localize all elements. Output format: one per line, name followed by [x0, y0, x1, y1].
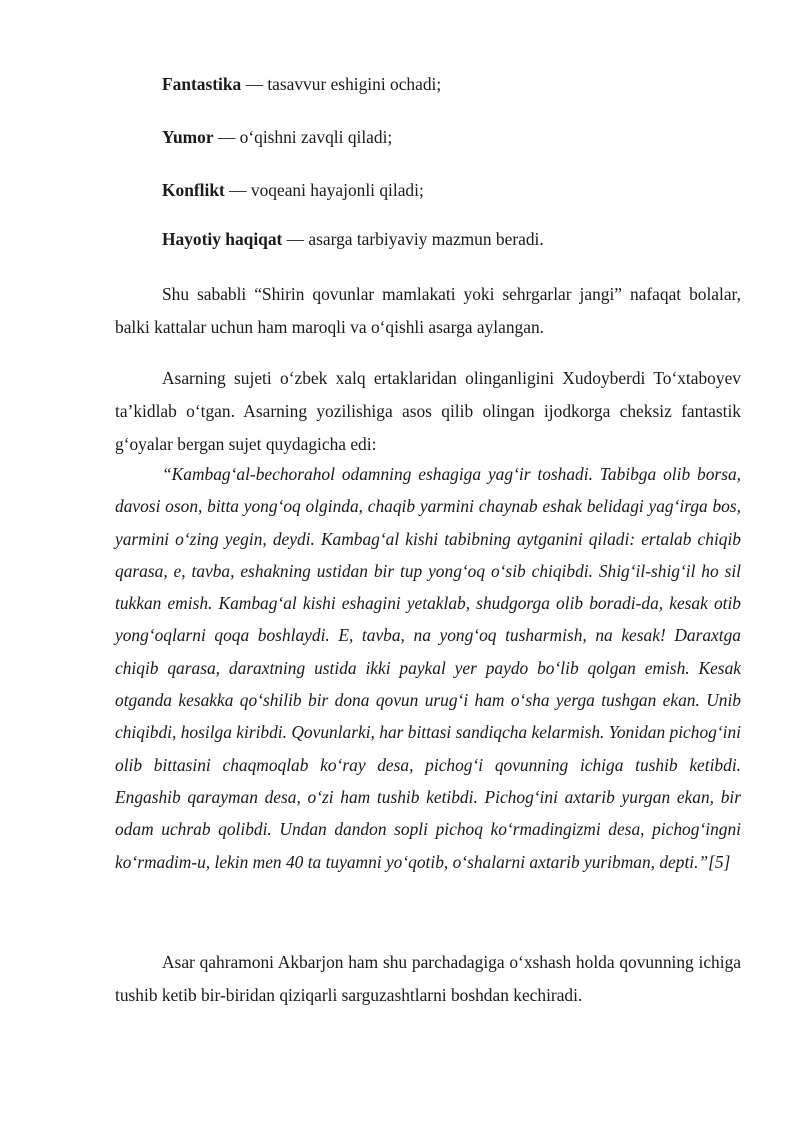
term-label: Yumor [162, 127, 214, 147]
summary-paragraph: Shu sababli “Shirin qovunlar mamlakati yoki sehrgarlar jangi” nafaqat bolalar, balki kattalar uchun ham maroqli va o‘qishli asarga aylangan. [115, 284, 741, 337]
term-label: Fantastika [162, 74, 242, 94]
term-label: Konflikt [162, 180, 225, 200]
source-paragraph: Asarning sujeti o‘zbek xalq ertaklaridan olinganligini Xudoyberdi To‘xtaboyev ta’kidlab o‘tgan. Asarning yozilishiga asos qilib olingan ijodkorga cheksiz fantastik g‘oyalar bergan sujet quydagicha edi: [115, 368, 741, 454]
term-description: — asarga tarbiyaviy mazmun beradi. [282, 229, 544, 249]
list-item-hayotiy-haqiqat [162, 229, 544, 250]
term-description: — tasavvur eshigini ochadi; [241, 74, 442, 94]
term-label: Hayotiy haqiqat [162, 229, 283, 249]
list-item-fantastika [162, 74, 441, 95]
term-description: — o‘qishni zavqli qiladi; [213, 127, 393, 147]
list-item-yumor [162, 127, 392, 148]
list-item-konflikt [162, 180, 424, 201]
conclusion-paragraph: Asar qahramoni Akbarjon ham shu parchadagiga o‘xshash holda qovunning ichiga tushib ketib bir-biridan qiziqarli sarguzashtlarni boshdan kechiradi. [115, 952, 741, 1005]
folk-tale-quote: “Kambag‘al-bechorahol odamning eshagiga yag‘ir toshadi. Tabibga olib borsa, davosi oson, bitta yong‘oq olginda, chaqib yarmini chaynab eshak belidagi yag‘irga bos, yarmini o‘zing yegin, deydi. Kambag‘al kishi tabibning aytganini qiladi: ertalab chiqib qarasa, e, tavba, eshakning ustidan bir tup yong‘oq o‘sib chiqibdi. Shig‘il-shig‘il ho sil tukkan emish. Kambag‘al kishi eshagini yetaklab, shudgorga olib boradi-da, kesak otib yong‘oqlarni qoqa boshlaydi. E, tavba, na yong‘oq tusharmish, na kesak! Daraxtga chiqib qarasa, daraxtning ustida ikki paykal yer paydo bo‘lib qolgan emish. Kesak otganda kesakka qo‘shilib bir dona qovun urug‘i ham o‘sha yerga tushgan ekan. Unib chiqibdi, hosilga kiribdi. Qovunlarki, har bittasi sandiqcha kelarmish. Yonidan pichog‘ini olib bittasini chaqmoqlab ko‘ray desa, pichog‘i qovunning ichiga tushib ketibdi. Engashib qarayman desa, o‘zi ham tushib ketibdi. Pichog‘ini axtarib yurgan ekan, bir odam uchrab qolibdi. Undan dandon sopli pichoq ko‘rmadingizmi desa, pichog‘ingni ko‘rmadim-u, lekin men 40 ta tuyamni yo‘qotib, o‘shalarni axtarib yuribman, depti.”[5] [115, 464, 741, 872]
term-description: — voqeani hayajonli qiladi; [224, 180, 424, 200]
